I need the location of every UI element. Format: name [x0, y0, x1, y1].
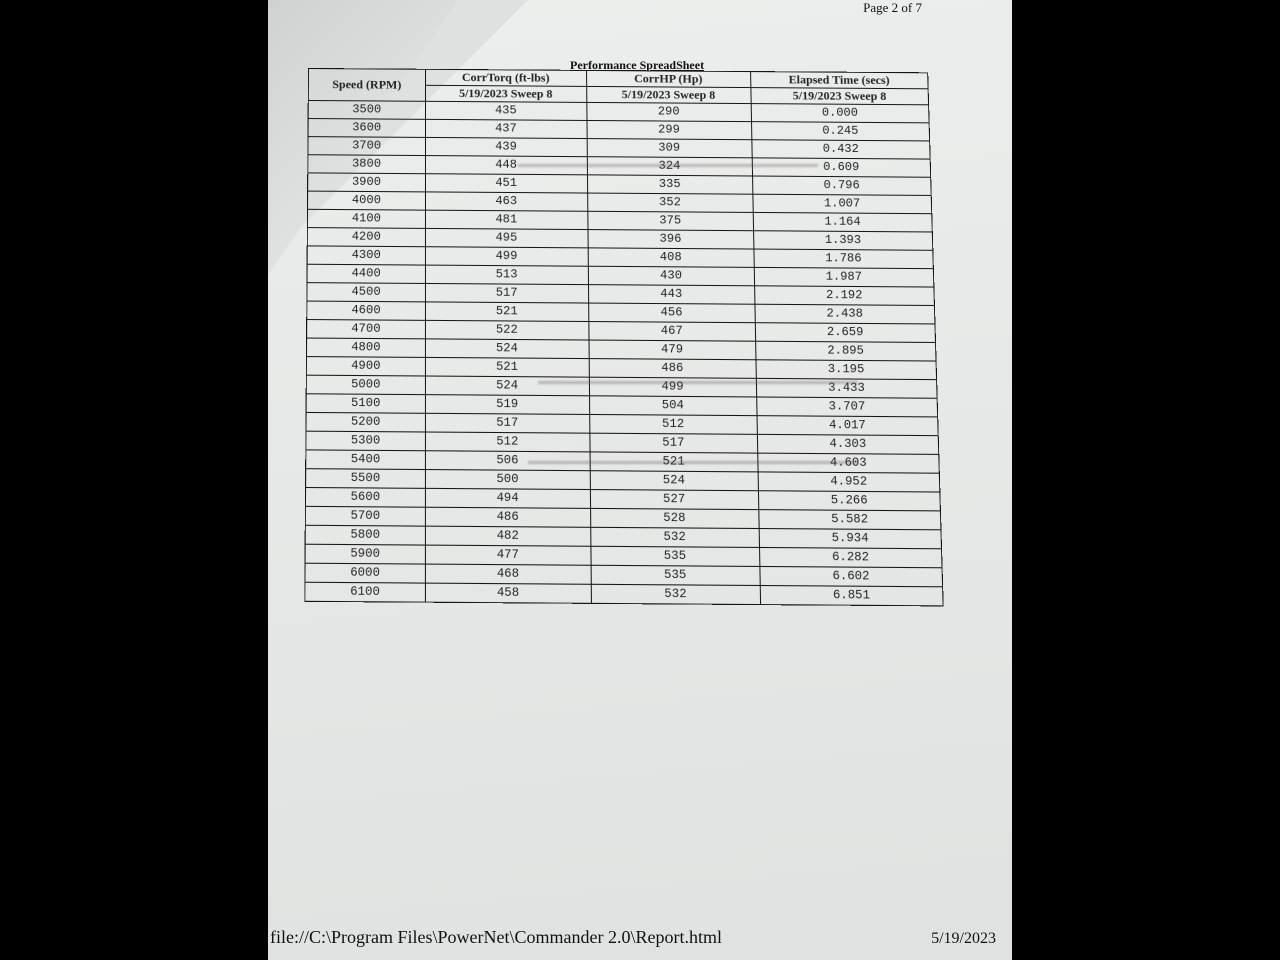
cell-torque: 437 [425, 119, 586, 138]
cell-elapsed: 1.786 [754, 249, 934, 269]
cell-torque: 512 [425, 432, 589, 452]
header-speed: Speed (RPM) [308, 69, 425, 102]
cell-torque: 482 [425, 526, 590, 546]
cell-torque: 519 [425, 395, 589, 415]
cell-torque: 506 [425, 451, 590, 471]
cell-hp: 467 [588, 322, 755, 342]
page-number: Page 2 of 7 [863, 0, 922, 15]
cell-elapsed: 2.192 [754, 286, 934, 306]
cell-hp: 486 [589, 359, 756, 379]
cell-torque: 494 [425, 488, 590, 508]
cell-speed: 4100 [307, 209, 425, 228]
cell-speed: 4900 [306, 357, 425, 376]
print-smudge [518, 164, 818, 167]
cell-speed: 5500 [306, 469, 426, 489]
cell-speed: 4500 [307, 283, 425, 302]
cell-torque: 521 [425, 357, 589, 377]
cell-elapsed: 0.245 [751, 122, 929, 141]
cell-speed: 4800 [306, 338, 425, 357]
cell-speed: 3800 [308, 155, 425, 174]
cell-elapsed: 6.851 [760, 585, 943, 605]
cell-torque: 495 [425, 228, 587, 247]
cell-hp: 528 [590, 508, 759, 528]
header-hp: CorrHP (Hp) [586, 70, 750, 87]
cell-elapsed: 1.164 [753, 212, 932, 232]
cell-hp: 309 [587, 139, 752, 158]
cell-torque: 435 [425, 101, 586, 120]
cell-hp: 456 [588, 303, 755, 323]
cell-hp: 535 [591, 565, 760, 585]
cell-torque: 521 [425, 302, 588, 322]
cell-hp: 290 [586, 102, 751, 121]
cell-speed: 5400 [306, 450, 425, 470]
cell-speed: 6000 [305, 563, 425, 583]
cell-speed: 5900 [305, 544, 425, 564]
cell-hp: 430 [588, 266, 754, 286]
cell-elapsed: 5.582 [758, 510, 941, 530]
cell-torque: 451 [425, 174, 587, 193]
cell-torque: 477 [425, 545, 590, 565]
performance-table [304, 68, 943, 606]
cell-elapsed: 3.707 [756, 397, 937, 417]
header-torque: CorrTorq (ft-lbs) [425, 69, 586, 86]
cell-elapsed: 4.303 [757, 434, 939, 454]
cell-torque: 499 [425, 247, 588, 266]
cell-speed: 3700 [308, 137, 425, 156]
cell-hp: 499 [589, 377, 756, 397]
cell-elapsed: 4.017 [757, 416, 939, 436]
cell-elapsed: 1.007 [753, 194, 932, 213]
table-body [305, 100, 943, 605]
cell-speed: 5000 [306, 375, 425, 394]
cell-speed: 5600 [305, 488, 425, 508]
table-container [304, 68, 943, 606]
cell-speed: 3500 [308, 100, 425, 119]
cell-hp: 335 [587, 175, 752, 194]
cell-torque: 448 [425, 156, 587, 175]
cell-elapsed: 4.952 [758, 472, 940, 492]
cell-elapsed: 4.603 [757, 453, 939, 473]
cell-speed: 5700 [305, 506, 425, 526]
cell-torque: 522 [425, 320, 588, 340]
cell-speed: 4300 [307, 246, 425, 265]
cell-speed: 4200 [307, 228, 425, 247]
cell-torque: 481 [425, 210, 587, 229]
table-row [305, 582, 943, 606]
cell-hp: 324 [587, 157, 752, 176]
cell-torque: 524 [425, 339, 589, 359]
cell-speed: 4700 [307, 320, 426, 339]
cell-hp: 532 [590, 527, 759, 547]
cell-elapsed: 6.602 [760, 566, 943, 586]
cell-elapsed: 3.195 [756, 360, 937, 380]
cell-speed: 3900 [308, 173, 426, 192]
cell-hp: 352 [587, 193, 753, 212]
cell-torque: 463 [425, 192, 587, 211]
cell-elapsed: 6.282 [759, 547, 942, 567]
cell-elapsed: 2.659 [755, 323, 936, 343]
cell-elapsed: 0.000 [751, 104, 929, 123]
cell-speed: 5100 [306, 394, 425, 414]
cell-torque: 517 [425, 283, 588, 303]
cell-elapsed: 0.796 [752, 176, 931, 195]
cell-hp: 532 [591, 584, 760, 604]
cell-torque: 486 [425, 507, 590, 527]
subheader-torque: 5/19/2023 Sweep 8 [425, 85, 586, 102]
cell-hp: 396 [588, 230, 754, 249]
cell-torque: 439 [425, 137, 587, 156]
header-elapsed: Elapsed Time (secs) [750, 72, 928, 89]
cell-elapsed: 1.987 [754, 267, 934, 287]
cell-speed: 3600 [308, 119, 425, 138]
footer-date: 5/19/2023 [931, 930, 996, 947]
cell-torque: 513 [425, 265, 588, 285]
cell-hp: 408 [588, 248, 754, 268]
cell-hp: 375 [587, 211, 753, 230]
cell-elapsed: 1.393 [753, 231, 933, 251]
cell-elapsed: 2.895 [755, 341, 936, 361]
cell-elapsed: 5.266 [758, 491, 940, 511]
cell-elapsed: 2.438 [755, 304, 935, 324]
cell-speed: 4000 [308, 191, 426, 210]
cell-hp: 521 [590, 452, 758, 472]
footer-file-path: file://C:\Program Files\PowerNet\Commander 2.0\Report.html [270, 927, 722, 947]
spreadsheet-title: Performance SpreadSheet [570, 58, 705, 72]
cell-torque: 524 [425, 376, 589, 396]
cell-torque: 458 [425, 583, 591, 603]
cell-hp: 512 [589, 414, 757, 434]
cell-torque: 468 [425, 564, 591, 584]
cell-speed: 6100 [305, 582, 425, 602]
cell-speed: 4400 [307, 264, 425, 283]
cell-elapsed: 0.609 [752, 158, 931, 177]
cell-hp: 504 [589, 396, 757, 416]
subheader-elapsed: 5/19/2023 Sweep 8 [751, 88, 929, 105]
cell-torque: 500 [425, 470, 590, 490]
document-photo [268, 0, 1012, 960]
cell-hp: 517 [589, 433, 757, 453]
cell-speed: 5200 [306, 412, 425, 432]
cell-hp: 527 [590, 490, 759, 510]
cell-elapsed: 5.934 [759, 529, 942, 549]
cell-hp: 535 [590, 546, 759, 566]
cell-torque: 517 [425, 413, 589, 433]
cell-elapsed: 0.432 [752, 140, 931, 159]
cell-speed: 5800 [305, 525, 425, 545]
cell-hp: 479 [589, 340, 756, 360]
subheader-hp: 5/19/2023 Sweep 8 [586, 86, 751, 103]
cell-elapsed: 3.433 [756, 378, 937, 398]
cell-speed: 4600 [307, 301, 425, 320]
cell-hp: 299 [587, 120, 752, 139]
cell-hp: 443 [588, 285, 755, 305]
cell-speed: 5300 [306, 431, 425, 451]
print-smudge [528, 461, 858, 464]
cell-hp: 524 [590, 471, 758, 491]
print-smudge [538, 381, 858, 384]
